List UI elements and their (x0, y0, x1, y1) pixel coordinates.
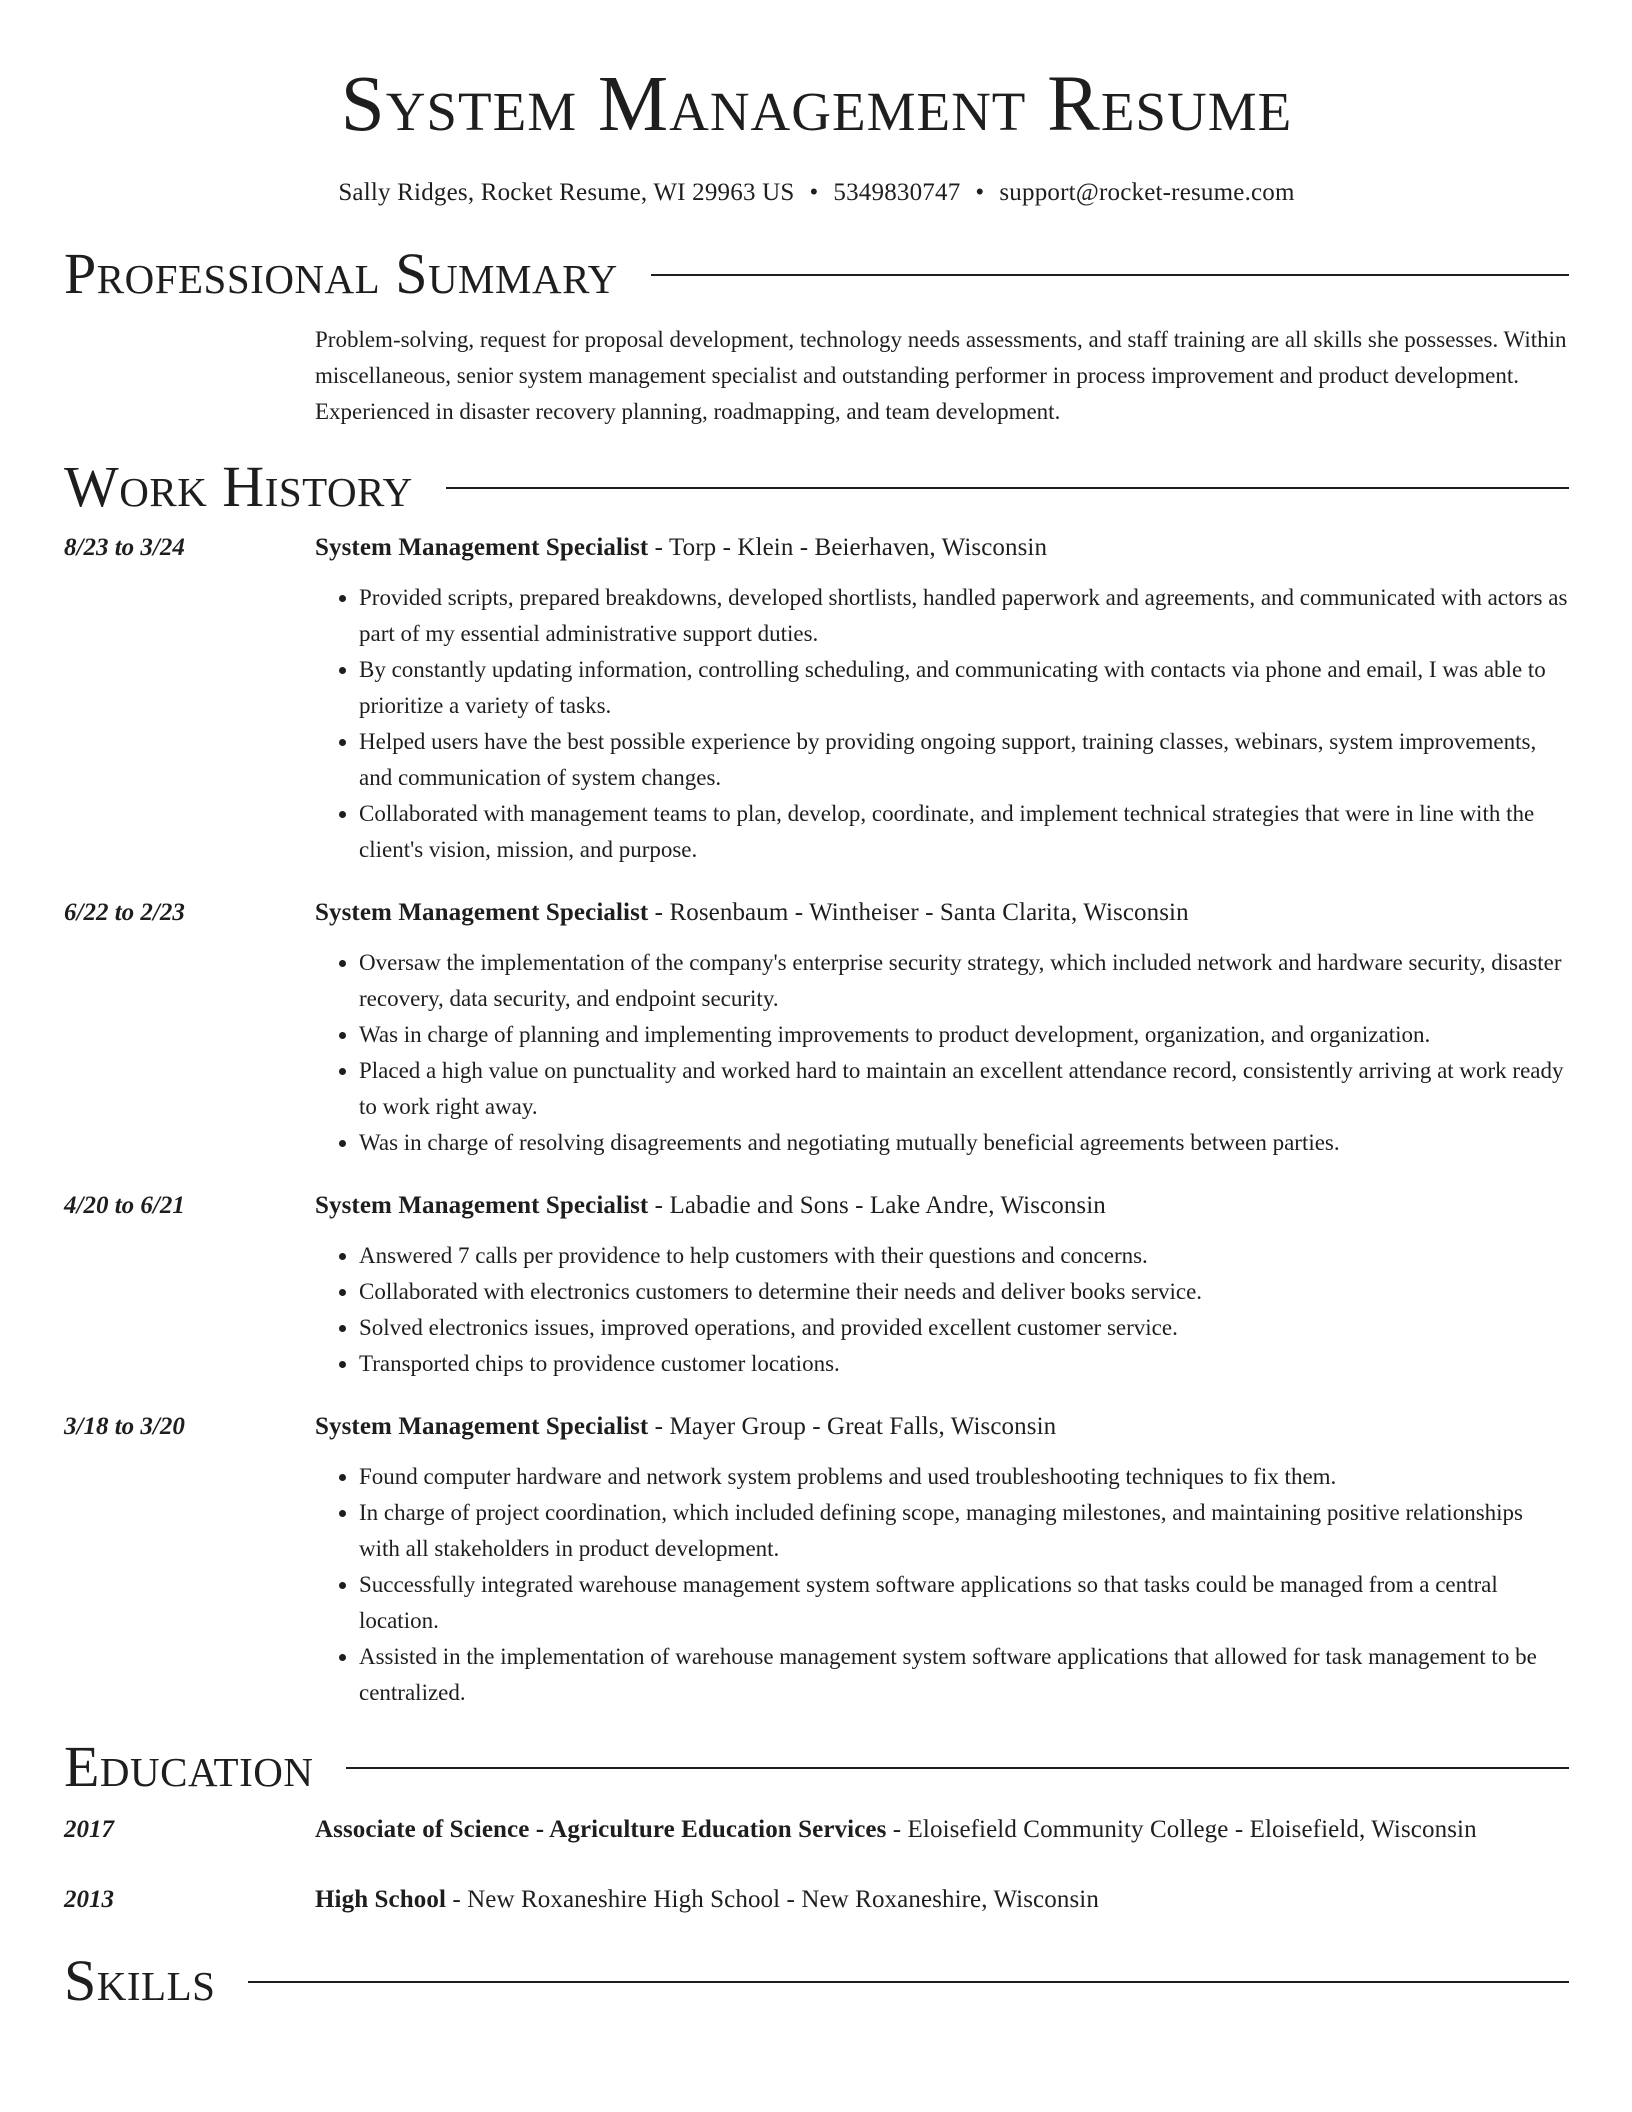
skills-heading: Skills (64, 1947, 216, 2013)
job-heading (315, 895, 1569, 931)
job-bullets (315, 1459, 1569, 1711)
job-bullet: • In charge of project coordination, which included defining scope, managing milestones, and maintaining positive relationships with all stakeholders in product development. (359, 1495, 1569, 1567)
education-entry (64, 1812, 1569, 1848)
education-year: 2013 (64, 1885, 114, 1913)
job-bullet: • Transported chips to providence customer locations. (359, 1346, 1569, 1382)
job-role: System Management Specialist (315, 1412, 649, 1440)
job-dates: 3/18 to 3/20 (64, 1412, 185, 1440)
job-bullet: • Collaborated with electronics customers to determine their needs and deliver books service. (359, 1274, 1569, 1310)
section-divider (346, 1767, 1569, 1769)
job-bullet: • Was in charge of resolving disagreements and negotiating mutually beneficial agreements between parties. (359, 1125, 1569, 1161)
job-content (315, 1409, 1569, 1711)
work-heading: Work History (64, 453, 413, 519)
job-bullet: • Oversaw the implementation of the company's enterprise security strategy, which included network and hardware security, disaster recovery, data security, and endpoint security. (359, 945, 1569, 1017)
summary-section-header (64, 240, 1569, 306)
job-bullet: • Solved electronics issues, improved operations, and provided excellent customer service. (359, 1310, 1569, 1346)
education-list (64, 1812, 1569, 1918)
job-content (315, 1188, 1569, 1382)
job-bullets (315, 580, 1569, 868)
education-heading-line (315, 1812, 1569, 1848)
job-bullets (315, 945, 1569, 1161)
job-bullet: • Successfully integrated warehouse management system software applications so that tasks could be managed from a central location. (359, 1567, 1569, 1639)
job-role: System Management Specialist (315, 1191, 649, 1219)
job-entry (64, 1188, 1569, 1382)
contact-line (64, 179, 1569, 207)
job-entry (64, 1409, 1569, 1711)
education-details: - New Roxaneshire High School - New Roxaneshire, Wisconsin (446, 1885, 1099, 1913)
job-details: - Torp - Klein - Beierhaven, Wisconsin (648, 533, 1048, 561)
contact-phone: 5349830747 (833, 178, 961, 206)
summary-heading: Professional Summary (64, 240, 618, 306)
job-content (315, 895, 1569, 1161)
job-entry (64, 895, 1569, 1161)
work-section-header (64, 453, 1569, 519)
job-role: System Management Specialist (315, 533, 649, 561)
job-content (315, 530, 1569, 868)
job-bullet: • Helped users have the best possible experience by providing ongoing support, training classes, webinars, system improvements, and communication of system changes. (359, 724, 1569, 796)
skills-section-header (64, 1947, 1569, 2013)
job-bullet: • Provided scripts, prepared breakdowns, developed shortlists, handled paperwork and agreements, and communicated with actors as part of my essential administrative support duties. (359, 580, 1569, 652)
job-dates: 6/22 to 2/23 (64, 898, 185, 926)
job-role: System Management Specialist (315, 898, 649, 926)
education-section-header (64, 1733, 1569, 1799)
contact-email[interactable]: support@rocket-resume.com (999, 178, 1295, 206)
job-bullet: • Placed a high value on punctuality and worked hard to maintain an excellent attendance record, consistently arriving at work ready to work right away. (359, 1053, 1569, 1125)
summary-text: Problem-solving, request for proposal development, technology needs assessments, and staff training are all skills she possesses. Within miscellaneous, senior system management specialist and outstanding performer in process improvement and product development. Experienced in disaster recovery planning, roadmapping, and team development. (315, 326, 1567, 424)
education-year: 2017 (64, 1815, 114, 1843)
section-divider (248, 1981, 1569, 1983)
job-bullet: • Was in charge of planning and implementing improvements to product development, organization, and organization. (359, 1017, 1569, 1053)
job-bullet: • Collaborated with management teams to plan, develop, coordinate, and implement technical strategies that were in line with the client's vision, mission, and purpose. (359, 796, 1569, 868)
job-bullets (315, 1238, 1569, 1382)
education-degree: High School (315, 1885, 446, 1913)
contact-address: Sally Ridges, Rocket Resume, WI 29963 US (338, 178, 795, 206)
job-details: - Rosenbaum - Wintheiser - Santa Clarita, Wisconsin (648, 898, 1189, 926)
job-bullet: • Assisted in the implementation of warehouse management system software applications that allowed for task management to be centralized. (359, 1639, 1569, 1711)
job-dates: 8/23 to 3/24 (64, 533, 185, 561)
education-heading: Education (64, 1733, 314, 1799)
contact-separator: • (975, 178, 985, 206)
work-history-list (64, 530, 1569, 1711)
job-entry (64, 530, 1569, 868)
section-divider (446, 487, 1569, 489)
education-entry (64, 1882, 1569, 1918)
job-bullet: • Found computer hardware and network system problems and used troubleshooting techniques to fix them. (359, 1459, 1569, 1495)
section-divider (651, 274, 1569, 276)
education-degree: Associate of Science - Agriculture Education Services (315, 1815, 887, 1843)
job-details: - Labadie and Sons - Lake Andre, Wisconsin (648, 1191, 1106, 1219)
job-heading (315, 1409, 1569, 1445)
contact-separator: • (809, 178, 819, 206)
job-heading (315, 530, 1569, 566)
job-heading (315, 1188, 1569, 1224)
education-heading-line (315, 1882, 1569, 1918)
resume-title: System Management Resume (340, 61, 1293, 148)
job-details: - Mayer Group - Great Falls, Wisconsin (648, 1412, 1057, 1440)
job-bullet: • Answered 7 calls per providence to help customers with their questions and concerns. (359, 1238, 1569, 1274)
job-bullet: • By constantly updating information, controlling scheduling, and communicating with contacts via phone and email, I was able to prioritize a variety of tasks. (359, 652, 1569, 724)
job-dates: 4/20 to 6/21 (64, 1191, 185, 1219)
education-details: - Eloisefield Community College - Eloisefield, Wisconsin (886, 1815, 1477, 1843)
